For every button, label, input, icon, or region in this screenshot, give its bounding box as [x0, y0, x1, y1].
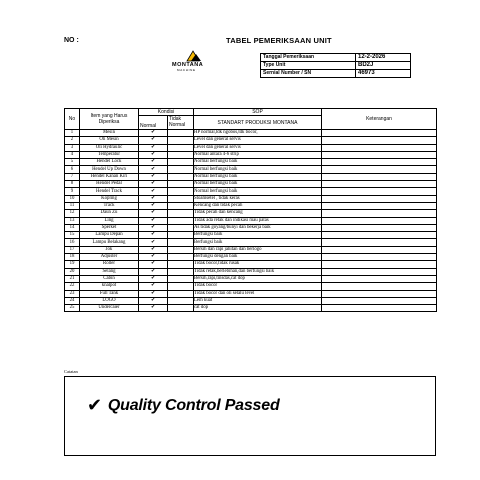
col-tidak-normal: Tidak Normal [168, 116, 194, 130]
normal-check-icon: ✔ [139, 261, 168, 268]
info-row [261, 70, 411, 78]
normal-check-icon: ✔ [139, 290, 168, 297]
row-no: 6 [65, 166, 80, 173]
row-item: Lampu Belakang [80, 239, 139, 246]
keterangan-cell [322, 181, 437, 188]
no-label: NO : [64, 37, 79, 44]
table-row [65, 217, 437, 224]
unit-info-table [260, 53, 411, 78]
table-row [65, 246, 437, 253]
row-no: 11 [65, 202, 80, 209]
table-row [65, 283, 437, 290]
info-row [261, 54, 411, 62]
row-no: 24 [65, 297, 80, 304]
table-row [65, 268, 437, 275]
tidak-normal-cell [168, 290, 194, 297]
keterangan-cell [322, 246, 437, 253]
keterangan-cell [322, 297, 437, 304]
row-no: 4 [65, 151, 80, 158]
row-item: Selang [80, 268, 139, 275]
keterangan-cell [322, 305, 437, 312]
tidak-normal-cell [168, 246, 194, 253]
table-row [65, 188, 437, 195]
info-value: 12-2-2026 [356, 54, 411, 62]
table-row [65, 239, 437, 246]
table-row [65, 275, 437, 282]
normal-check-icon: ✔ [139, 254, 168, 261]
col-normal: Normal [139, 116, 168, 130]
row-standard: HP normal,tdk ngobos,tdk bocor, [194, 130, 322, 137]
row-no: 25 [65, 305, 80, 312]
table-row [65, 261, 437, 268]
normal-check-icon: ✔ [139, 144, 168, 151]
table-row [65, 224, 437, 231]
table-row [65, 166, 437, 173]
row-item: Hendel Lock [80, 159, 139, 166]
row-item: Daun Zu [80, 210, 139, 217]
tidak-normal-cell [168, 283, 194, 290]
row-standard: Berfungsi baik [194, 232, 322, 239]
row-standard: Berfungsi baik [194, 239, 322, 246]
table-row [65, 181, 437, 188]
tidak-normal-cell [168, 297, 194, 304]
normal-check-icon: ✔ [139, 130, 168, 137]
tidak-normal-cell [168, 275, 194, 282]
tidak-normal-cell [168, 181, 194, 188]
normal-check-icon: ✔ [139, 166, 168, 173]
row-no: 21 [65, 275, 80, 282]
row-standard: Normal berfungsi baik [194, 188, 322, 195]
table-row [65, 159, 437, 166]
row-item: Adjuster [80, 254, 139, 261]
row-item: Ling [80, 217, 139, 224]
row-item: Sperket [80, 224, 139, 231]
row-standard: Normal berfungsi baik [194, 166, 322, 173]
notes-label: Catatan [64, 369, 78, 374]
row-standard: Normal berfungsi baik [194, 173, 322, 180]
tidak-normal-cell [168, 217, 194, 224]
info-label: Type Unit [261, 62, 356, 70]
tidak-normal-cell [168, 268, 194, 275]
row-no: 20 [65, 268, 80, 275]
row-standard: cat dop [194, 305, 322, 312]
row-no: 12 [65, 210, 80, 217]
row-standard: Berfungsi dengan baik [194, 254, 322, 261]
row-no: 17 [65, 246, 80, 253]
row-standard: Normal berfungsi baik [194, 181, 322, 188]
keterangan-cell [322, 254, 437, 261]
normal-check-icon: ✔ [139, 283, 168, 290]
tidak-normal-cell [168, 210, 194, 217]
tidak-normal-cell [168, 166, 194, 173]
row-item: Oli Hydraulic [80, 144, 139, 151]
tidak-normal-cell [168, 188, 194, 195]
table-row [65, 297, 437, 304]
table-row [65, 290, 437, 297]
tidak-normal-cell [168, 137, 194, 144]
keterangan-cell [322, 210, 437, 217]
keterangan-cell [322, 188, 437, 195]
tidak-normal-cell [168, 254, 194, 261]
info-row [261, 62, 411, 70]
keterangan-cell [322, 166, 437, 173]
keterangan-cell [322, 283, 437, 290]
keterangan-cell [322, 239, 437, 246]
table-row [65, 130, 437, 137]
logo-name: MONTANA [172, 62, 204, 68]
row-item: LOGO [80, 297, 139, 304]
keterangan-cell [322, 217, 437, 224]
info-label: Sernial Number / SN [261, 70, 356, 78]
tidak-normal-cell [168, 159, 194, 166]
row-item: Hendel Kanan Kiri [80, 173, 139, 180]
keterangan-cell [322, 290, 437, 297]
table-row [65, 195, 437, 202]
row-standard: Lem kuat [194, 297, 322, 304]
row-item: Undercaier [80, 305, 139, 312]
row-standard: Bersih dan rapi jahitan dan berlogo [194, 246, 322, 253]
row-standard: As tidak goyang/bunyi dan bekerja baik [194, 224, 322, 231]
row-no: 2 [65, 137, 80, 144]
logo-subtitle: MACHINE [177, 68, 196, 72]
row-standard: Normal berfungsi baik [194, 159, 322, 166]
row-item: Kopling [80, 195, 139, 202]
inspection-table [64, 108, 437, 312]
row-item: Hendel Up Down [80, 166, 139, 173]
table-row [65, 305, 437, 312]
row-item: Lampu Depan [80, 232, 139, 239]
tidak-normal-cell [168, 195, 194, 202]
normal-check-icon: ✔ [139, 137, 168, 144]
tidak-normal-cell [168, 261, 194, 268]
page-title: TABEL PEMERIKSAAN UNIT [226, 36, 332, 45]
row-standard: Bersih,rapi,tinsdas,cat dop [194, 275, 322, 282]
tidak-normal-cell [168, 224, 194, 231]
row-no: 9 [65, 188, 80, 195]
row-item: knalpot [80, 283, 139, 290]
check-icon: ✔ [87, 395, 102, 416]
table-row [65, 144, 437, 151]
keterangan-cell [322, 137, 437, 144]
row-no: 19 [65, 261, 80, 268]
row-standard: Kencang dan tidak pecah [194, 202, 322, 209]
row-item: Mesin [80, 130, 139, 137]
table-row [65, 202, 437, 209]
normal-check-icon: ✔ [139, 181, 168, 188]
row-item: Track [80, 202, 139, 209]
row-no: 14 [65, 224, 80, 231]
row-no: 3 [65, 144, 80, 151]
keterangan-cell [322, 268, 437, 275]
tidak-normal-cell [168, 305, 194, 312]
row-item: Roller [80, 261, 139, 268]
normal-check-icon: ✔ [139, 275, 168, 282]
normal-check-icon: ✔ [139, 297, 168, 304]
info-value: BD2J [356, 62, 411, 70]
table-row [65, 137, 437, 144]
notes-box [64, 376, 436, 456]
keterangan-cell [322, 275, 437, 282]
tidak-normal-cell [168, 239, 194, 246]
table-row [65, 232, 437, 239]
row-no: 8 [65, 181, 80, 188]
tidak-normal-cell [168, 173, 194, 180]
col-keterangan: Keterangan [322, 109, 437, 130]
row-standard: Tidak pecah dan kencang [194, 210, 322, 217]
normal-check-icon: ✔ [139, 210, 168, 217]
row-no: 18 [65, 254, 80, 261]
table-row [65, 210, 437, 217]
normal-check-icon: ✔ [139, 239, 168, 246]
qc-passed-stamp [87, 395, 280, 416]
normal-check-icon: ✔ [139, 224, 168, 231]
keterangan-cell [322, 173, 437, 180]
keterangan-cell [322, 130, 437, 137]
row-no: 13 [65, 217, 80, 224]
keterangan-cell [322, 195, 437, 202]
normal-check-icon: ✔ [139, 202, 168, 209]
normal-check-icon: ✔ [139, 246, 168, 253]
col-standart: STANDART PRODUKSI MONTANA [194, 116, 322, 130]
row-standard: Normal antara 4-6 strip [194, 151, 322, 158]
col-no: No [65, 109, 80, 130]
info-value: 46973 [356, 70, 411, 78]
row-item: Hendel Track [80, 188, 139, 195]
normal-check-icon: ✔ [139, 173, 168, 180]
keterangan-cell [322, 151, 437, 158]
info-label: Tanggal Pemeriksaan [261, 54, 356, 62]
row-standard: Tidak bocor dan oli selalu level [194, 290, 322, 297]
row-item: Jok [80, 246, 139, 253]
row-item: Full Tank [80, 290, 139, 297]
normal-check-icon: ✔ [139, 188, 168, 195]
keterangan-cell [322, 232, 437, 239]
col-kondisi: Kondisi [139, 109, 194, 116]
tidak-normal-cell [168, 130, 194, 137]
normal-check-icon: ✔ [139, 268, 168, 275]
col-sop: SOP [194, 109, 322, 116]
tidak-normal-cell [168, 144, 194, 151]
row-item: Hendel Pedal [80, 181, 139, 188]
tidak-normal-cell [168, 202, 194, 209]
keterangan-cell [322, 159, 437, 166]
row-no: 22 [65, 283, 80, 290]
normal-check-icon: ✔ [139, 159, 168, 166]
normal-check-icon: ✔ [139, 232, 168, 239]
keterangan-cell [322, 261, 437, 268]
keterangan-cell [322, 224, 437, 231]
row-standard: Level dan general servis [194, 144, 322, 151]
keterangan-cell [322, 144, 437, 151]
row-no: 7 [65, 173, 80, 180]
tidak-normal-cell [168, 151, 194, 158]
table-row [65, 254, 437, 261]
normal-check-icon: ✔ [139, 195, 168, 202]
tidak-normal-cell [168, 232, 194, 239]
qc-text: Quality Control Passed [107, 396, 280, 414]
row-no: 1 [65, 130, 80, 137]
row-no: 10 [65, 195, 80, 202]
row-standard: Tidak bocor,tidak rusak [194, 261, 322, 268]
row-no: 5 [65, 159, 80, 166]
row-standard: Tidak bocor [194, 283, 322, 290]
row-item: Oli Mesin [80, 137, 139, 144]
keterangan-cell [322, 202, 437, 209]
row-item: Temperatur [80, 151, 139, 158]
normal-check-icon: ✔ [139, 151, 168, 158]
row-standard: Tidak retak,berlebihan,dan berfungsi baik [194, 268, 322, 275]
normal-check-icon: ✔ [139, 217, 168, 224]
row-no: 16 [65, 239, 80, 246]
table-row [65, 173, 437, 180]
row-standard: Level dan general servis [194, 137, 322, 144]
row-item: Cabin [80, 275, 139, 282]
row-standard: Stoamsetel , tidak keras [194, 195, 322, 202]
col-item: Item yang Harus Diperiksa [80, 109, 139, 130]
table-row [65, 151, 437, 158]
normal-check-icon: ✔ [139, 305, 168, 312]
row-no: 23 [65, 290, 80, 297]
row-no: 15 [65, 232, 80, 239]
row-standard: Tidak ada retak dan indikasi mau patas [194, 217, 322, 224]
